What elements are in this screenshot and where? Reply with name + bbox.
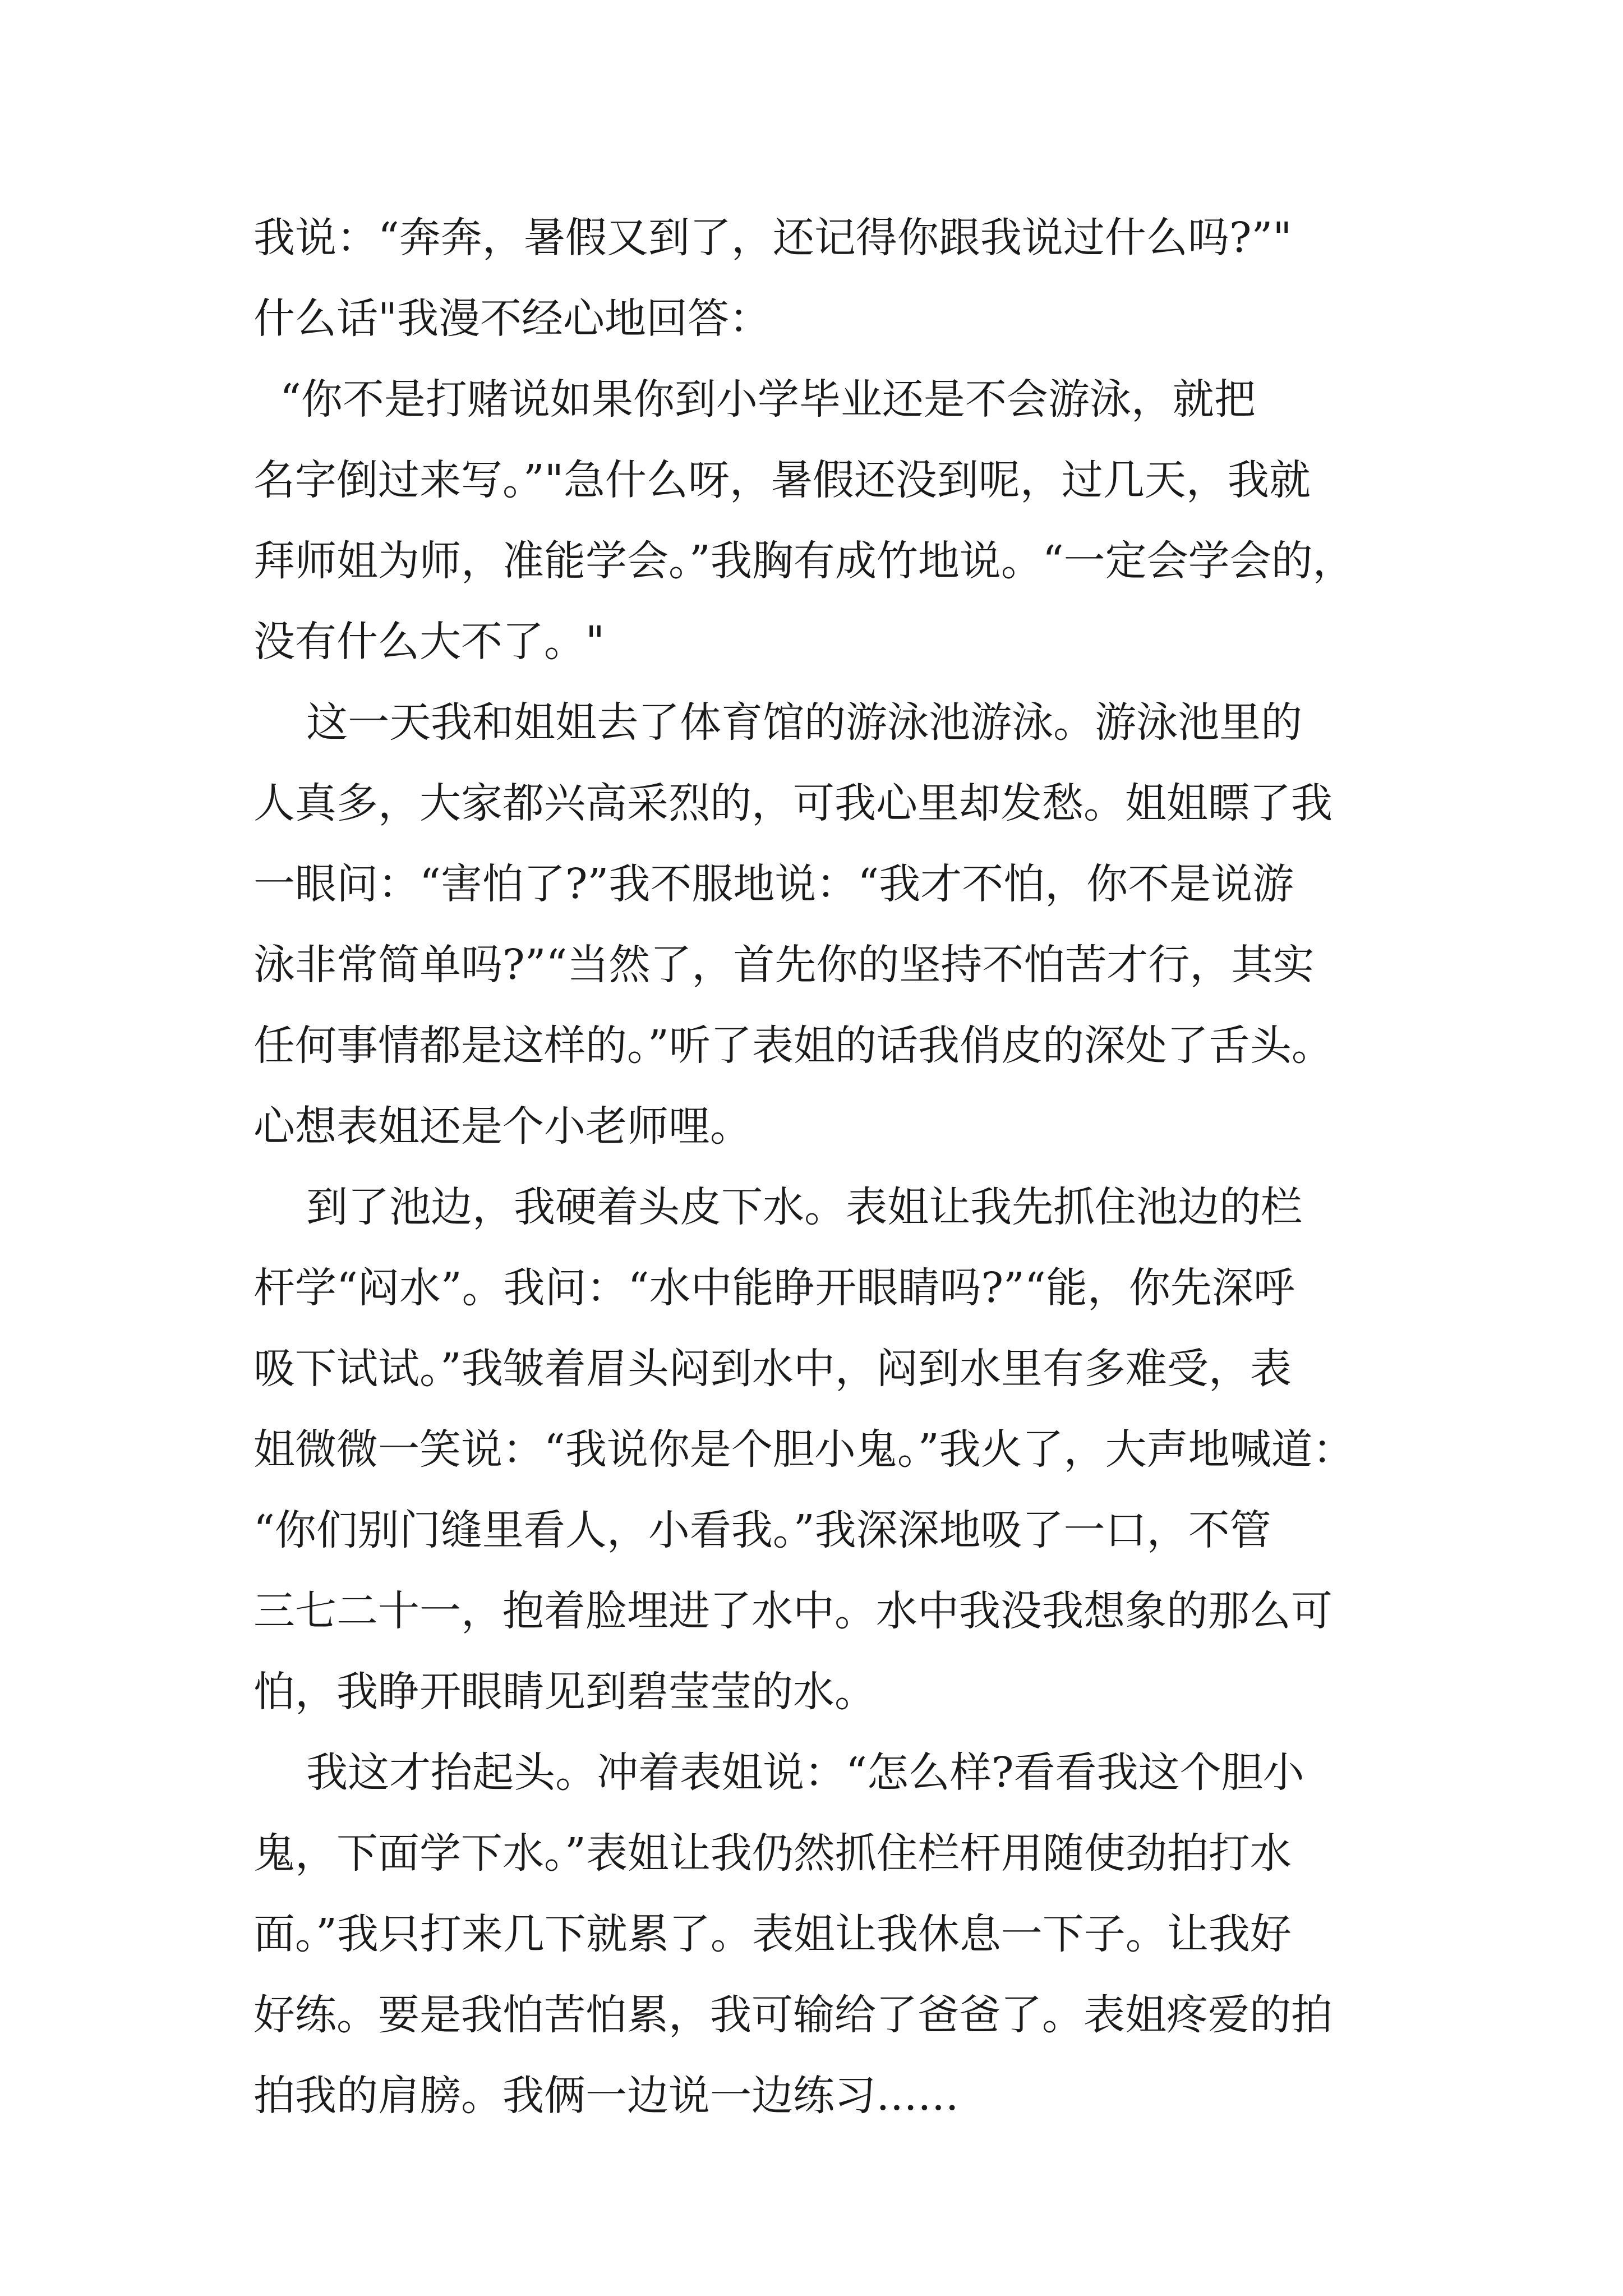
text-line: 没有什么大不了。" — [253, 618, 605, 666]
paragraph-5 — [253, 1732, 1392, 2136]
text-line: 泳非常简单吗?”“当然了，首先你的坚持不怕苦才行，其实 — [253, 941, 1315, 989]
text-line: 任何事情都是这样的。”听了表姐的话我俏皮的深处了舌头。 — [253, 1022, 1333, 1070]
text-line: 吸下试试。”我皱着眉头闷到水中，闷到水里有多难受，表 — [253, 1345, 1292, 1393]
text-line: 姐微微一笑说：“我说你是个胆小鬼。”我火了，大声地喊道： — [253, 1425, 1354, 1474]
text-line: “你们别门缝里看人，小看我。”我深深地吸了一口，不管 — [253, 1506, 1271, 1554]
text-line: 人真多，大家都兴高采烈的，可我心里却发愁。姐姐瞟了我 — [253, 779, 1332, 827]
text-line: 拜师姐为师，准能学会。”我胸有成竹地说。“一定会学会的， — [253, 537, 1354, 585]
text-line: 什么话"我漫不经心地回答： — [253, 295, 771, 343]
text-line: 三七二十一，抱着脸埋进了水中。水中我没我想象的那么可 — [253, 1587, 1332, 1635]
text-line: 怕，我睁开眼睛见到碧莹莹的水。 — [253, 1668, 876, 1716]
text-line: 拍我的肩膀。我俩一边说一边练习…… — [253, 2072, 959, 2120]
text-line: 鬼，下面学下水。”表姐让我仍然抓住栏杆用随使劲拍打水 — [253, 1829, 1292, 1878]
text-line: 面。”我只打来几下就累了。表姐让我休息一下子。让我好 — [253, 1910, 1292, 1958]
paragraph-3 — [253, 682, 1392, 1167]
text-line: 我说：“奔奔，暑假又到了，还记得你跟我说过什么吗?”" — [253, 214, 1292, 262]
text-line: 心想表姐还是个小老师哩。 — [253, 1102, 751, 1151]
text-line: 一眼问：“害怕了?”我不服地说：“我才不怕，你不是说游 — [253, 860, 1294, 908]
text-line: 名字倒过来写。”"急什么呀，暑假还没到呢，过几天，我就 — [253, 456, 1311, 504]
text-line: “你不是打赌说如果你到小学毕业还是不会游泳，就把 — [253, 375, 1256, 424]
paragraph-1 — [253, 197, 1392, 359]
document-body — [253, 197, 1392, 2136]
text-line: 这一天我和姐姐去了体育馆的游泳池游泳。游泳池里的 — [253, 698, 1303, 747]
text-line: 杆学“闷水”。我问：“水中能睁开眼睛吗?”“能，你先深呼 — [253, 1264, 1295, 1312]
paragraph-4 — [253, 1167, 1392, 1732]
text-line: 我这才抬起头。冲着表姐说：“怎么样?看看我这个胆小 — [253, 1749, 1304, 1797]
paragraph-2 — [253, 359, 1392, 682]
text-line: 到了池边，我硬着头皮下水。表姐让我先抓住池边的栏 — [253, 1183, 1303, 1231]
text-line: 好练。要是我怕苦怕累，我可输给了爸爸了。表姐疼爱的拍 — [253, 1991, 1332, 2039]
